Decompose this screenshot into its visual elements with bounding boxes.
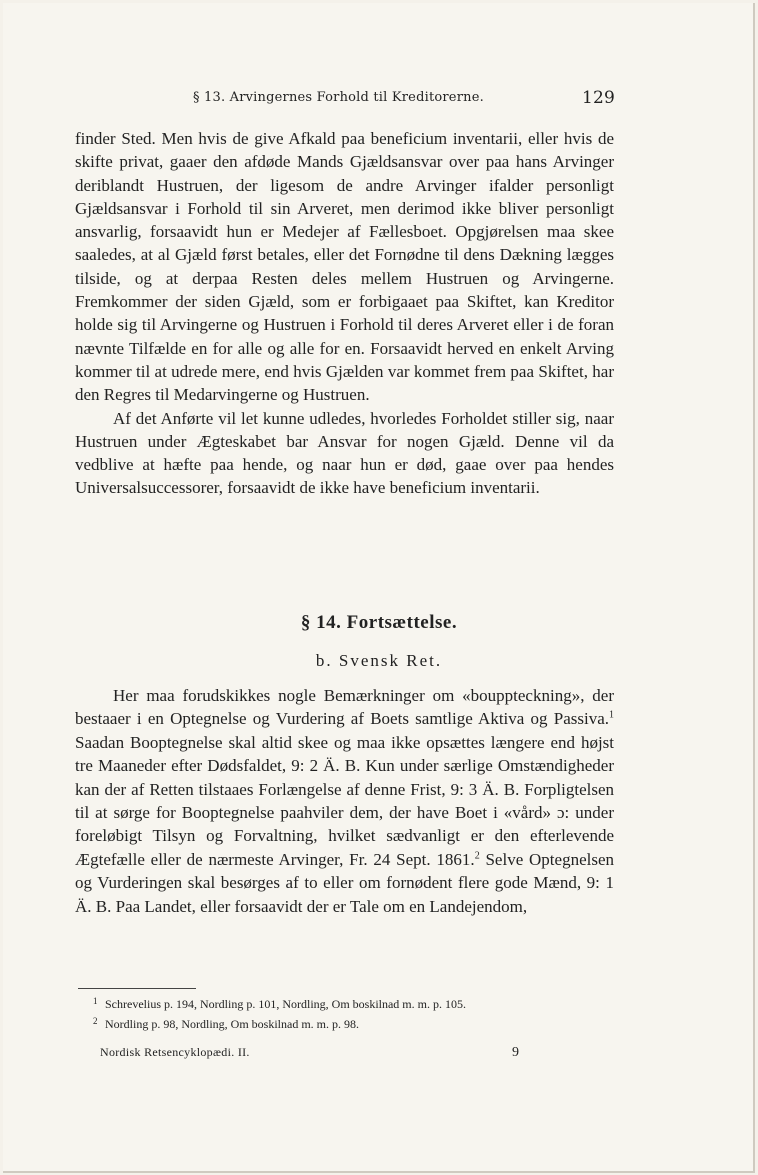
paragraph: finder Sted. Men hvis de give Afkald paa beneficium inventarii, eller hvis de skifte privat, gaaer den afdøde Mands Gjældsansvar over paa hans Arvinger deriblandt Hustruen, der ligesom de andre Arvinger ifalder personligt Gjældsansvar i Forhold til sin Arveret, men derimod ikke bliver personligt ansvarlig, forsaavidt hun er Medejer af Fællesboet. Opgjørelsen maa skee saaledes, at al Gjæld først betales, eller det Fornødne til dens Dækning lægges tilside, og at derpaa Resten deles mellem Hustruen og Arvingerne. Fremkommer der siden Gjæld, som er forbigaaet paa Skiftet, kan Kreditor holde sig til Arvingerne og Hustruen i Forhold til deres Arveret eller i de foran nævnte Tilfælde en for alle og alle for en. Forsaavidt herved en enkelt Arving kommer til at udrede mere, end hvis Gjælden var kommet frem paa Skiftet, har den Regres til Medarvingerne og Hustruen. [75,129,614,405]
section-title: § 14. Fortsættelse. [300,612,458,633]
paragraph-text: Saadan Booptegnelse skal altid skee og maa ikke opsættes længere end højst tre Maaneder efter Dødsfaldet, 9: 2 Ä. B. Kun under særlige Omstændigheder kan der af Retten tilstaaes Forlængelse af denne Frist, 9: 3 Ä. B. Forpligtelsen til at sørge for Booptegnelse paahviler dem, der have Boet i «vård» ɔ: under foreløbigt Tilsyn og Forvaltning, hvilket sædvanligt er den efterlevende Ægtefælle eller de nærmeste Arvinger, Fr. 24 Sept. 1861. [75,732,614,869]
section-13-text [75,127,614,500]
section-14-text [75,684,614,918]
footnote-mark: 1 [93,996,98,1006]
section-subtitle: b. Svensk Ret. [315,651,443,670]
footnote [93,994,625,1014]
footnotes [93,994,625,1034]
footnote-divider [78,988,196,989]
running-head: § 13. Arvingernes Forhold til Kreditorerne. [193,90,484,105]
footnote-mark: 2 [93,1016,98,1026]
paragraph: Af det Anførte vil let kunne udledes, hvorledes Forholdet stiller sig, naar Hustruen under Ægteskabet bar Ansvar for nogen Gjæld. Denne vil da vedblive at hæfte paa hende, og naar hun er død, gaae over paa hendes Universalsuccessorer, forsaavidt de ikke have beneficium inventarii. [75,408,614,498]
page-number: 129 [581,88,615,108]
footnote-ref[interactable]: 1 [609,709,614,721]
signature-number: 9 [512,1045,520,1060]
printer-signature [100,1045,540,1060]
signature-text: Nordisk Retsencyklopædi. II. [100,1045,250,1059]
footnote-text: Schrevelius p. 194, Nordling p. 101, Nordling, Om boskilnad m. m. p. 105. [105,997,466,1011]
footnote-text: Nordling p. 98, Nordling, Om boskilnad m. m. p. 98. [105,1017,359,1031]
paragraph [75,684,614,918]
paragraph-text: Her maa forudskikkes nogle Bemærkninger om «bouppteckning», der bestaaer i en Optegnelse og Vurdering af Boets samtlige Aktiva og Passiva. [75,686,614,729]
paragraph-text: Selve Optegnelsen og Vurderingen skal besørges af to eller om fornødent flere gode Mænd, 9: 1 Ä. B. Paa Landet, eller forsaavidt der er Tale om en Landejendom, [75,849,614,916]
footnote [93,1014,625,1034]
footnote-ref[interactable]: 2 [474,850,480,862]
